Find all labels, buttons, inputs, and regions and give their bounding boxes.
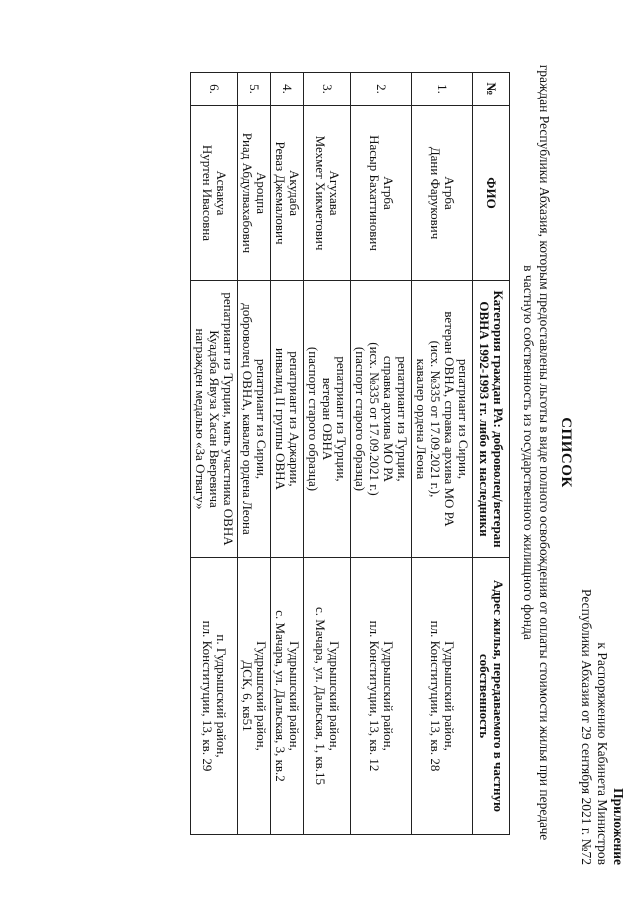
table-row [191, 73, 238, 835]
cell-category [304, 281, 351, 558]
cell-address-line: пл. Конституции, 13, кв. 12 [367, 620, 382, 772]
cell-name [351, 106, 412, 281]
appendix-line: Республики Абхазия от 29 сентября 2021 г. №72 [579, 589, 594, 865]
cell-category-line: (паспорт старого образца) [306, 346, 321, 492]
cell-address-line: пл. Конституции, 13, кв. 28 [428, 620, 443, 772]
cell-category [191, 281, 238, 558]
cell-address-line: Гудрышский район, [327, 641, 342, 751]
cell-address [238, 558, 271, 835]
cell-name [238, 106, 271, 281]
cell-name-line: Агухава [327, 170, 342, 216]
cell-category [271, 281, 304, 558]
cell-name-line: Мехмет Хикметович [313, 135, 328, 251]
table-header-row [473, 73, 510, 835]
cell-category-line: награжден медалью «За Отвагу» [193, 328, 208, 510]
cell-category-line: репатриант из Сирии, [456, 358, 471, 480]
cell-category-line: репатриант из Сирии, [254, 358, 269, 480]
cell-category-line: (исх. №335 от 17.09.2021 г.) [367, 342, 382, 496]
table-row [412, 73, 473, 835]
cell-name [304, 106, 351, 281]
appendix-title: Приложение [611, 788, 626, 865]
cell-name-line: Агрба [381, 176, 396, 210]
document-subtitle: граждан Республики Абхазия, которым предоставлены льготы в виде полного освобождения от оплаты стоимости жилья при передаче в частную собственность из государственного жилищного фонда [521, 64, 552, 841]
cell-num: 6. [191, 73, 238, 106]
cell-num: 1. [412, 73, 473, 106]
header-address: Адрес жилья, передаваемого в частную собственность [473, 558, 510, 835]
header-category: Категория граждан РА: доброволец/ветеран ОВНА 1992-1993 гг. либо их наследники [473, 281, 510, 558]
table-row [271, 73, 304, 835]
cell-address [412, 558, 473, 835]
cell-name-line: Нуртен Ивасовна [200, 144, 215, 242]
cell-name-line: Реваз Джемалович [273, 141, 288, 245]
cell-address-line: Гудрышский район, [287, 641, 302, 751]
cell-category-line: репатриант из Турции, [395, 356, 410, 482]
cell-address-line: с. Мачара, ул. Дальская, 1, кв.15 [313, 606, 328, 786]
cell-name-line: Акудаба [287, 170, 302, 216]
cell-name-line: Насыр Бахаттинович [367, 135, 382, 251]
cell-name-line: Риад Абдулвахабович [240, 132, 255, 254]
cell-category [351, 281, 412, 558]
table-row [304, 73, 351, 835]
cell-category-line: кавалер ордена Леона [414, 358, 429, 480]
cell-category-line: (исх. №335 от 17.09.2021 г.), [428, 340, 443, 498]
cell-num: 3. [304, 73, 351, 106]
cell-address [271, 558, 304, 835]
header-name: ФИО [473, 106, 510, 281]
cell-category-line: доброволец ОВНА, кавалер ордена Леона [240, 303, 255, 535]
table-body [191, 73, 473, 835]
cell-category-line: ветеран ОВНА [320, 377, 335, 461]
cell-category [412, 281, 473, 558]
cell-name [191, 106, 238, 281]
cell-address [191, 558, 238, 835]
cell-category-line: ветеран ОВНА, справка архива МО РА [442, 311, 457, 527]
table-row [238, 73, 271, 835]
cell-num: 5. [238, 73, 271, 106]
cell-category-line: инвалид II группы ОВНА [273, 348, 288, 490]
cell-address-line: п. Гудрышский район, [214, 634, 229, 758]
cell-address-line: Гудрышский район, [381, 641, 396, 751]
cell-address-line: пл. Конституции, 13, кв. 29 [200, 620, 215, 772]
cell-name [412, 106, 473, 281]
appendix-line: к Распоряжению Кабинета Министров [595, 642, 610, 865]
document-title: СПИСОК [558, 417, 574, 488]
cell-num: 2. [351, 73, 412, 106]
cell-category-line: (паспорт старого образца) [353, 346, 368, 492]
cell-address-line: Гудрышский район, [254, 641, 269, 751]
cell-category-line: справка архива МО РА [381, 355, 396, 483]
cell-address-line: Гудрышский район, [442, 641, 457, 751]
appendix-block [578, 589, 626, 865]
header-num: № [473, 73, 510, 106]
table-row [351, 73, 412, 835]
cell-category-line: репатриант из Турции, мать участника ОВНА [221, 292, 236, 546]
cell-address-line: ДСК, 6, кв51 [240, 660, 255, 732]
cell-category-line: репатриант из Аджарии, [287, 351, 302, 487]
beneficiaries-table [190, 72, 510, 835]
cell-address [351, 558, 412, 835]
cell-address-line: с. Мачара, ул. Дальская, 3, кв.2 [273, 610, 288, 782]
cell-category [238, 281, 271, 558]
cell-name [271, 106, 304, 281]
cell-name-line: Агрба [442, 176, 457, 210]
cell-name-line: Асвакуа [214, 170, 229, 216]
cell-num: 4. [271, 73, 304, 106]
cell-name-line: Ароцпа [254, 171, 269, 215]
cell-address [304, 558, 351, 835]
cell-name-line: Дани Фарукович [428, 146, 443, 240]
cell-category-line: Куадзба Явуза Хасан Вверевича [207, 330, 222, 508]
cell-category-line: репатриант из Турции, [334, 356, 349, 482]
